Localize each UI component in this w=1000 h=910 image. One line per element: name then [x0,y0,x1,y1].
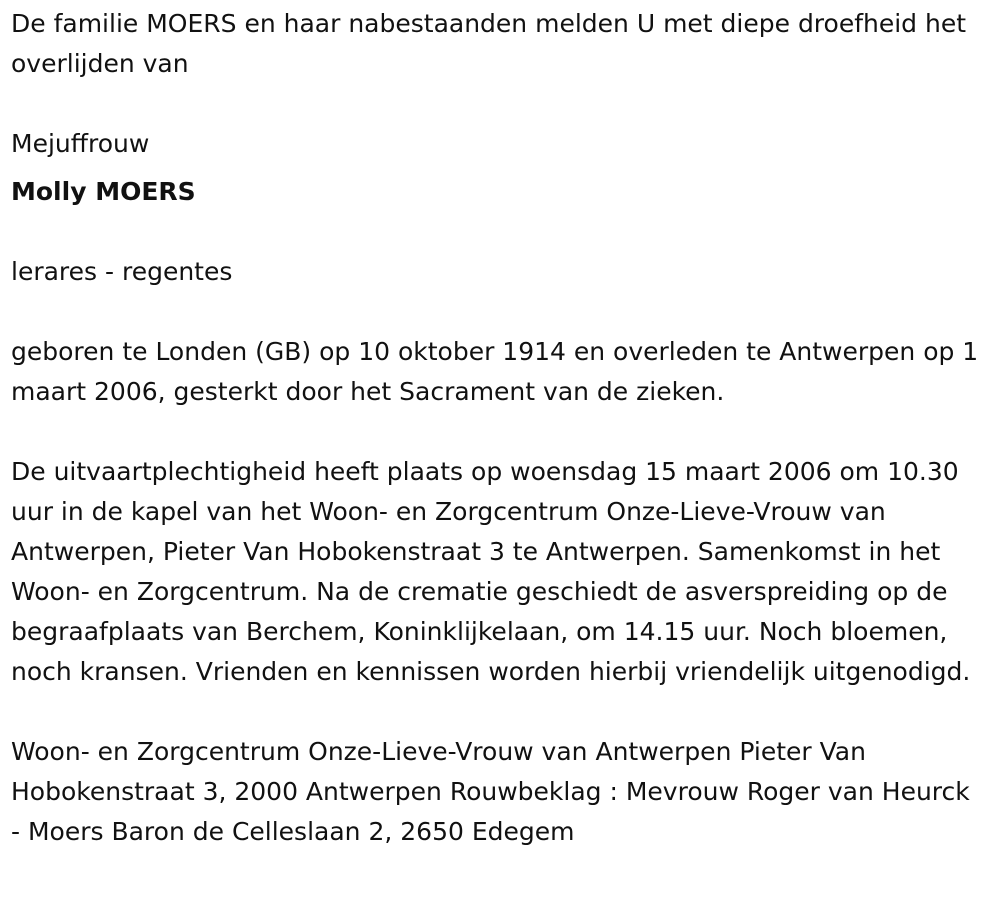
spacer [11,212,986,252]
addresses-paragraph: Woon- en Zorgcentrum Onze-Lieve-Vrouw van Antwerpen Pieter Van Hobokenstraat 3, 2000 Antwerpen Rouwbeklag : Mevrouw Roger van Heurck - Moers Baron de Celleslaan 2, 2650 Edegem [11,737,970,846]
intro-paragraph: De familie MOERS en haar nabestaanden melden U met diepe droefheid het overlijden van [11,9,967,78]
deceased-name: Molly MOERS [11,177,196,206]
ceremony-paragraph: De uitvaartplechtigheid heeft plaats op woensdag 15 maart 2006 om 10.30 uur in de kapel van het Woon- en Zorgcentrum Onze-Lieve-Vrouw van Antwerpen, Pieter Van Hobokenstraat 3 te Antwerpen. Samenkomst in het Woon- en Zorgcentrum. Na de crematie geschiedt de asverspreiding op de begraafplaats van Berchem, Koninklijkelaan, om 14.15 uur. Noch bloemen, noch kransen. Vrienden en kennissen worden hierbij vriendelijk uitgenodigd. [11,457,971,686]
spacer [11,292,986,332]
salutation: Mejuffrouw [11,129,150,158]
spacer [11,692,986,732]
spacer [11,84,986,124]
spacer [11,412,986,452]
profession: lerares - regentes [11,257,233,286]
birth-death-paragraph: geboren te Londen (GB) op 10 oktober 1914 en overleden te Antwerpen op 1 maart 2006, gesterkt door het Sacrament van de zieken. [11,337,979,406]
